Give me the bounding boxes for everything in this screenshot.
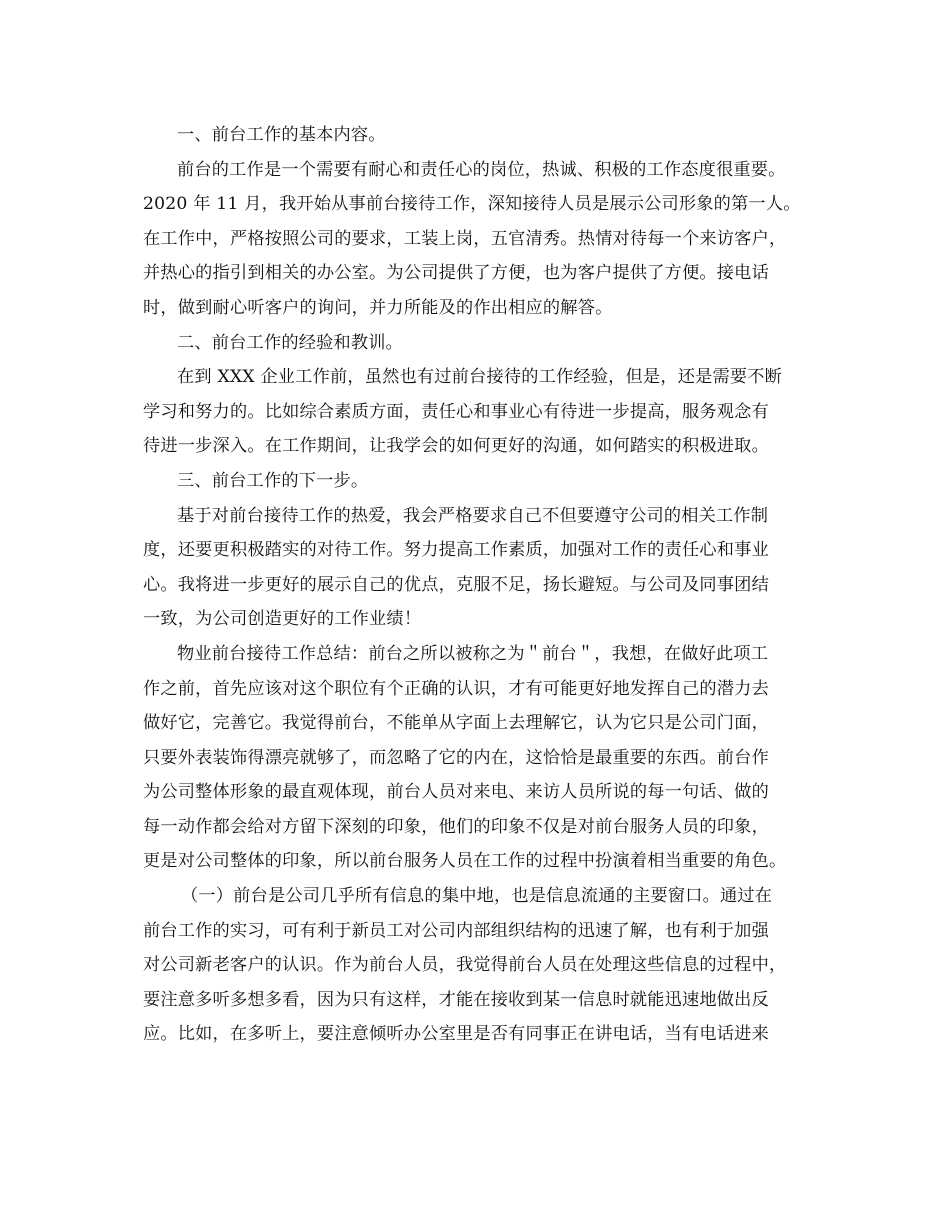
paragraph-line: 为公司整体形象的最直观体现，前台人员对来电、来访人员所说的每一句话、做的 bbox=[143, 782, 769, 803]
paragraph-line: 前台工作的实习，可有利于新员工对公司内部组织结构的迅速了解，也有利于加强 bbox=[143, 920, 769, 941]
paragraph-line: 前台的工作是一个需要有耐心和责任心的岗位，热诚、积极的工作态度很重要。 bbox=[177, 159, 786, 180]
paragraph-line: 物业前台接待工作总结：前台之所以被称之为＂前台＂，我想，在做好此项工 bbox=[177, 643, 769, 664]
paragraph-line: 更是对公司整体的印象，所以前台服务人员在工作的过程中扮演着相当重要的角色。 bbox=[143, 851, 787, 872]
paragraph-line: 时，做到耐心听客户的询问，并力所能及的作出相应的解答。 bbox=[143, 297, 613, 318]
paragraph-line: 度，还要更积极踏实的对待工作。努力提高工作素质，加强对工作的责任心和事业 bbox=[143, 540, 769, 561]
paragraph-line: 在工作中，严格按照公司的要求，工装上岗，五官清秀。热情对待每一个来访客户， bbox=[143, 228, 787, 249]
paragraph-line: 在到 XXX 企业工作前，虽然也有过前台接待的工作经验，但是，还是需要不断 bbox=[177, 367, 783, 388]
section-heading-1: 一、前台工作的基本内容。 bbox=[177, 125, 386, 145]
paragraph-line: 基于对前台接待工作的热爱，我会严格要求自己不但要遵守公司的相关工作制 bbox=[177, 505, 769, 526]
section-heading-2: 二、前台工作的经验和教训。 bbox=[177, 332, 404, 353]
paragraph-line: 并热心的指引到相关的办公室。为公司提供了方便，也为客户提供了方便。接电话 bbox=[143, 263, 769, 284]
paragraph-line: 学习和努力的。比如综合素质方面，责任心和事业心有待进一步提高，服务观念有 bbox=[143, 401, 769, 422]
paragraph-line: 待进一步深入。在工作期间，让我学会的如何更好的沟通，如何踏实的积极进取。 bbox=[143, 436, 769, 457]
section-heading-3: 三、前台工作的下一步。 bbox=[177, 470, 369, 491]
paragraph-line: 一致，为公司创造更好的工作业绩！ bbox=[143, 609, 422, 630]
document-body bbox=[143, 118, 823, 1052]
paragraph-line: 要注意多听多想多看，因为只有这样，才能在接收到某一信息时就能迅速地做出反 bbox=[143, 989, 769, 1010]
paragraph-line: 每一动作都会给对方留下深刻的印象，他们的印象不仅是对前台服务人员的印象， bbox=[143, 816, 769, 837]
paragraph-line: 做好它，完善它。我觉得前台，不能单从字面上去理解它，认为它只是公司门面， bbox=[143, 713, 769, 734]
paragraph-line: 应。比如，在多听上，要注意倾听办公室里是否有同事正在讲电话，当有电话进来 bbox=[143, 1024, 769, 1045]
paragraph-line: 作之前，首先应该对这个职位有个正确的认识，才有可能更好地发挥自己的潜力去 bbox=[143, 678, 769, 699]
paragraph-line: 心。我将进一步更好的展示自己的优点，克服不足，扬长避短。与公司及同事团结 bbox=[143, 574, 769, 595]
paragraph-line: （一）前台是公司几乎所有信息的集中地，也是信息流通的主要窗口。通过在 bbox=[181, 886, 773, 907]
paragraph-line: 对公司新老客户的认识。作为前台人员，我觉得前台人员在处理这些信息的过程中， bbox=[143, 955, 787, 976]
paragraph-line: 2020 年 11 月，我开始从事前台接待工作，深知接待人员是展示公司形象的第一人。 bbox=[143, 194, 801, 215]
paragraph-line: 只要外表装饰得漂亮就够了，而忽略了它的内在，这恰恰是最重要的东西。前台作 bbox=[143, 747, 769, 768]
